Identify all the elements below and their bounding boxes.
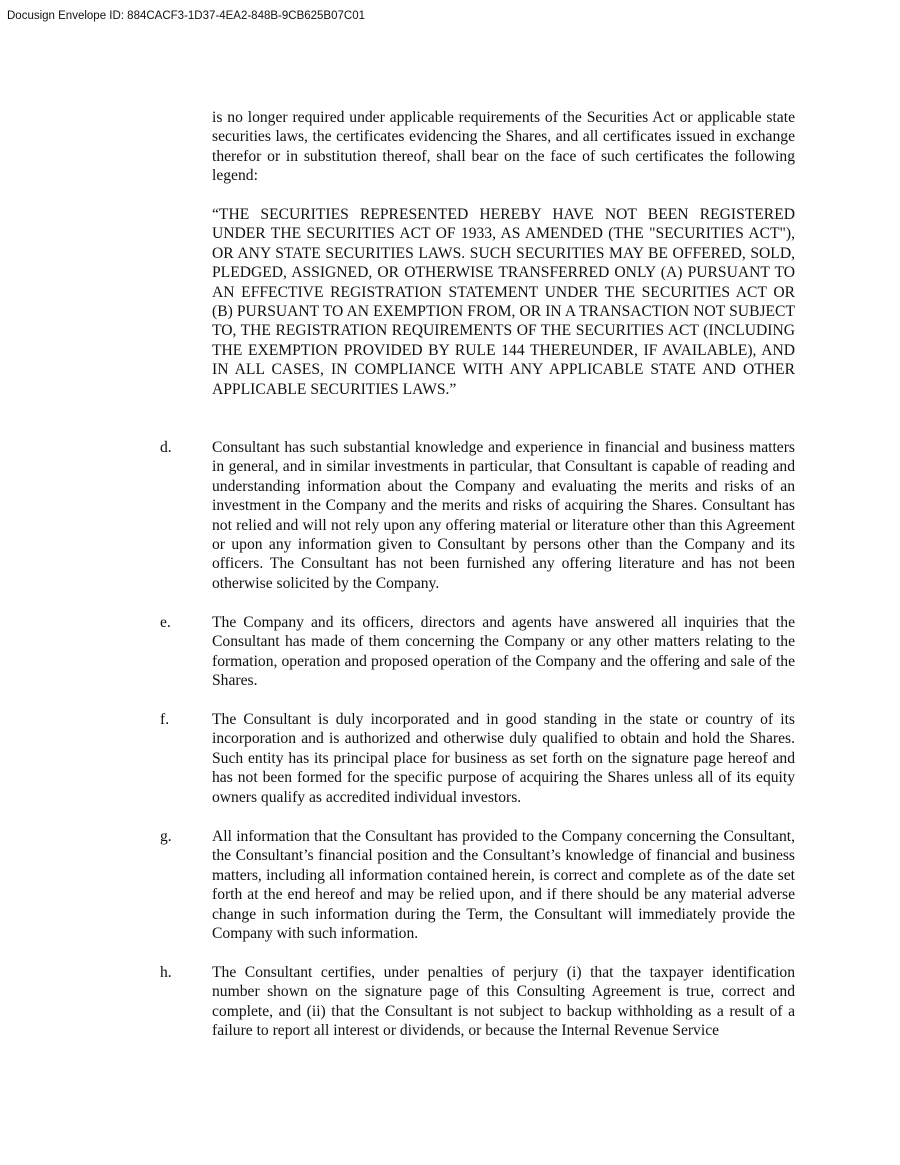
securities-legend: “THE SECURITIES REPRESENTED HEREBY HAVE NOT BEEN REGISTERED UNDER THE SECURITIES ACT OF 1933, AS AMENDED (THE "SECURITIES ACT"), OR ANY STATE SECURITIES LAWS. SUCH SECURITIES MAY BE OFFERED, SOLD, PLEDGED, ASSIGNED, OR OTHERWISE TRANSFERRED ONLY (A) PURSUANT TO AN EFFECTIVE REGISTRATION STATEMENT UNDER THE SECURITIES ACT OR (B) PURSUANT TO AN EXEMPTION FROM, OR IN A TRANSACTION NOT SUBJECT TO, THE REGISTRATION REQUIREMENTS OF THE SECURITIES ACT (INCLUDING THE EXEMPTION PROVIDED BY RULE 144 THEREUNDER, IF AVAILABLE), AND IN ALL CASES, IN COMPLIANCE WITH ANY APPLICABLE STATE AND OTHER APPLICABLE SECURITIES LAWS.”	[212, 206, 795, 398]
clause-g-text: All information that the Consultant has provided to the Company concerning the Consultant, the Consultant’s financial position and the Consultant’s knowledge of financial and business matters, including all information contained herein, is correct and complete as of the date set forth at the end hereof and may be relied upon, and if there should be any material adverse change in such information during the Term, the Consultant will immediately provide the Company with such information.	[212, 828, 795, 943]
clause-f-marker: f.	[160, 711, 170, 728]
clause-f-text: The Consultant is duly incorporated and in good standing in the state or country of its incorporation and is authorized and otherwise duly qualified to obtain and hold the Shares. Such entity has its principal place for business as set forth on the signature page hereof and has not been formed for the specific purpose of acquiring the Shares unless all of its equity owners qualify as accredited individual investors.	[212, 711, 795, 806]
clause-e-text: The Company and its officers, directors and agents have answered all inquiries that the Consultant has made of them concerning the Company or any other matters relating to the formation, operation and proposed operation of the Company and the offering and sale of the Shares.	[212, 614, 795, 690]
envelope-id: Docusign Envelope ID: 884CACF3-1D37-4EA2-848B-9CB625B07C01	[7, 10, 365, 22]
clause-d-text: Consultant has such substantial knowledge and experience in financial and business matters in general, and in similar investments in particular, that Consultant is capable of reading and understanding information about the Company and evaluating the merits and risks of an investment in the Company and the merits and risks of acquiring the Shares. Consultant has not relied and will not rely upon any offering material or literature other than this Agreement or upon any information given to Consultant by persons other than the Company and its officers. The Consultant has not been furnished any offering literature and has not been otherwise solicited by the Company.	[212, 439, 795, 592]
clause-e-marker: e.	[160, 614, 171, 631]
clause-h-marker: h.	[160, 964, 172, 981]
clause-h-text: The Consultant certifies, under penalties of perjury (i) that the taxpayer identification number shown on the signature page of this Consulting Agreement is true, correct and complete, and (ii) that the Consultant is not subject to backup withholding as a result of a failure to report all interest or dividends, or because the Internal Revenue Service	[212, 964, 795, 1040]
clause-g-marker: g.	[160, 828, 172, 845]
clause-d-marker: d.	[160, 439, 172, 456]
intro-paragraph: is no longer required under applicable requirements of the Securities Act or applicable state securities laws, the certificates evidencing the Shares, and all certificates issued in exchange therefor or in substitution thereof, shall bear on the face of such certificates the following legend:	[212, 109, 795, 185]
